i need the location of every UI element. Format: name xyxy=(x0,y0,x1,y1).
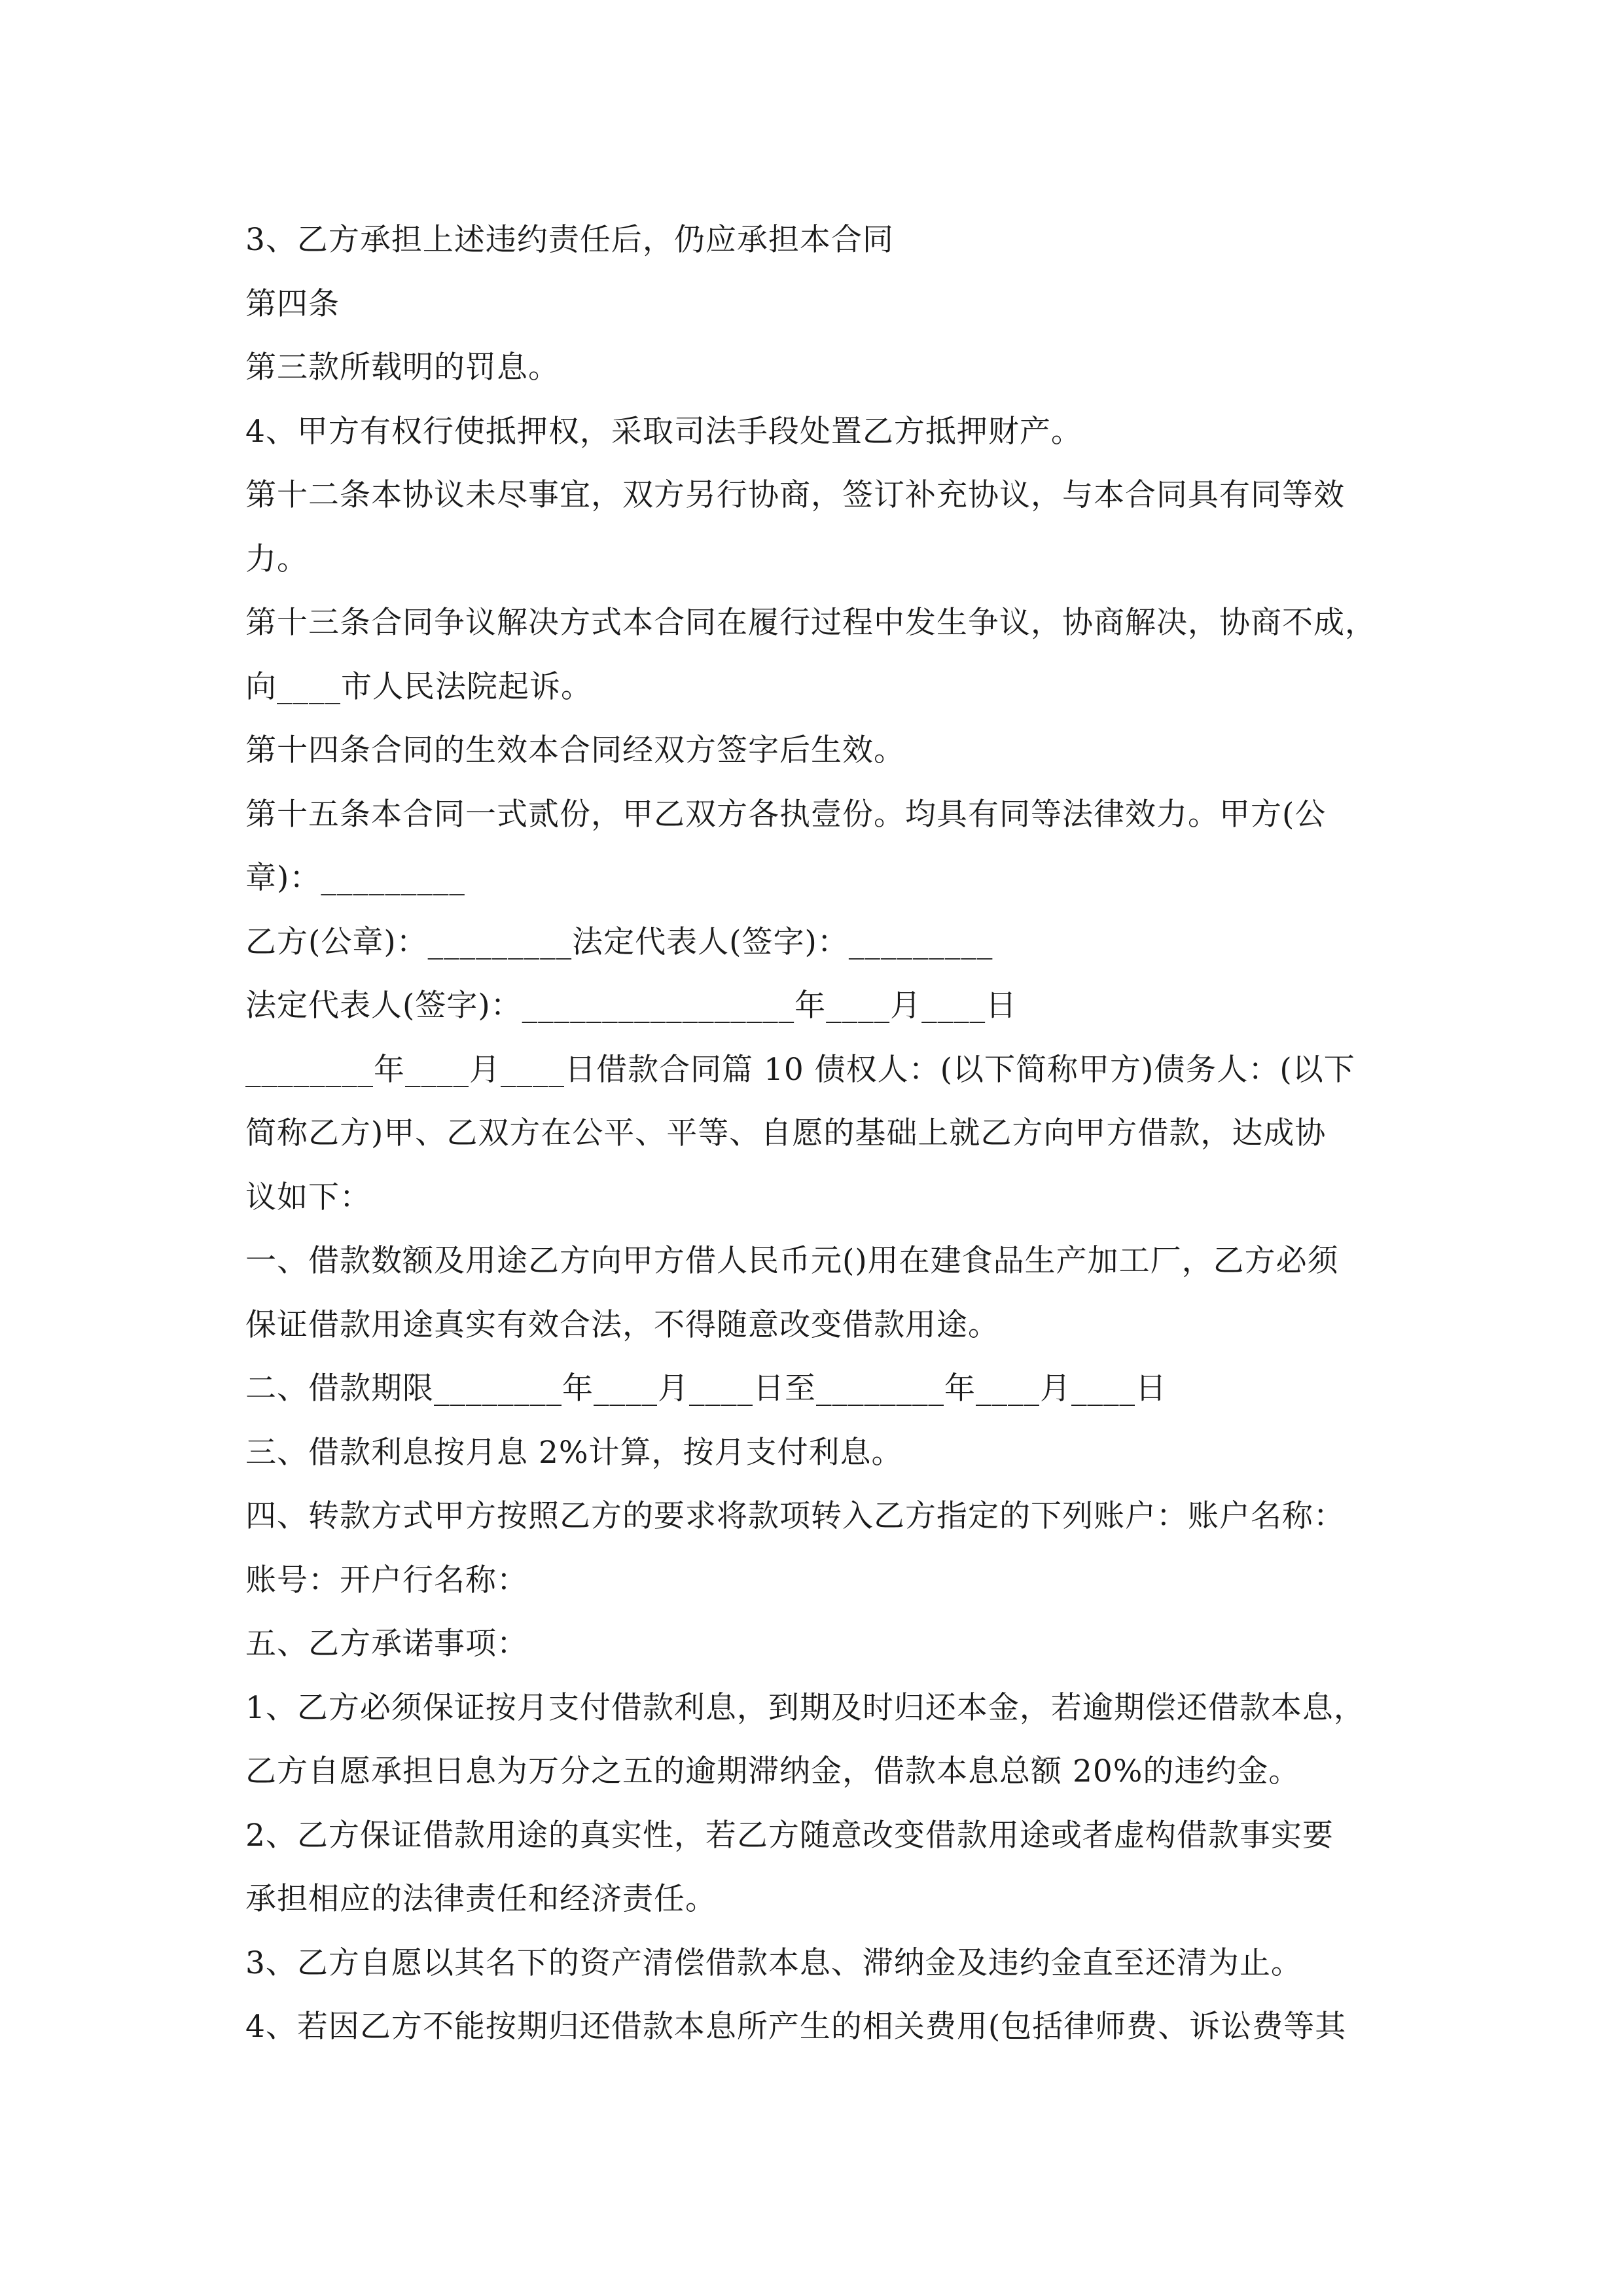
text-line: 二、借款期限________年____月____日至________年____月____日 xyxy=(245,1371,1167,1407)
text-line: 第十四条合同的生效本合同经双方签字后生效。 xyxy=(245,732,905,768)
text-line: 三、借款利息按月息 2%计算，按月支付利息。 xyxy=(245,1434,903,1471)
text-line: 简称乙方)甲、乙双方在公平、平等、自愿的基础上就乙方向甲方借款，达成协 xyxy=(245,1115,1327,1151)
text-line: 一、借款数额及用途乙方向甲方借人民币元()用在建食品生产加工厂，乙方必须 xyxy=(245,1243,1339,1279)
text-line: 四、转款方式甲方按照乙方的要求将款项转入乙方指定的下列账户：账户名称： xyxy=(245,1498,1345,1534)
text-line: 3、乙方自愿以其名下的资产清偿借款本息、滞纳金及违约金直至还清为止。 xyxy=(245,1945,1302,1981)
text-line: 1、乙方必须保证按月支付借款利息，到期及时归还本金，若逾期偿还借款本息， xyxy=(245,1689,1365,1726)
text-line: 第十三条合同争议解决方式本合同在履行过程中发生争议，协商解决，协商不成， xyxy=(245,605,1376,641)
text-line: 第三款所载明的罚息。 xyxy=(245,350,560,386)
text-line: 向____市人民法院起诉。 xyxy=(245,668,592,705)
text-line: 章)：_________ xyxy=(245,860,465,896)
text-line: 力。 xyxy=(245,541,308,577)
text-line: 第十二条本协议未尽事宜，双方另行协商，签订补充协议，与本合同具有同等效 xyxy=(245,477,1345,513)
text-line: 乙方(公章)：_________法定代表人(签字)：_________ xyxy=(245,924,993,960)
text-line: 3、乙方承担上述违约责任后，仍应承担本合同 xyxy=(245,222,894,258)
text-line: 2、乙方保证借款用途的真实性，若乙方随意改变借款用途或者虚构借款事实要 xyxy=(245,1817,1334,1854)
text-line: 乙方自愿承担日息为万分之五的逾期滞纳金，借款本息总额 20%的违约金。 xyxy=(245,1753,1300,1789)
text-line: 4、若因乙方不能按期归还借款本息所产生的相关费用(包括律师费、诉讼费等其 xyxy=(245,2009,1347,2045)
text-line: 账号：开户行名称： xyxy=(245,1562,528,1598)
text-line: 法定代表人(签字)：_________________年____月____日 xyxy=(245,988,1018,1024)
text-line: 第十五条本合同一式贰份，甲乙双方各执壹份。均具有同等法律效力。甲方(公 xyxy=(245,796,1327,833)
text-line: 议如下： xyxy=(245,1179,371,1215)
text-line: ________年____月____日借款合同篇 10 债权人：(以下简称甲方)债务人：(以下 xyxy=(245,1051,1355,1088)
text-line: 4、甲方有权行使抵押权，采取司法手段处置乙方抵押财产。 xyxy=(245,413,1082,450)
text-line: 第四条 xyxy=(245,285,340,322)
text-line: 保证借款用途真实有效合法，不得随意改变借款用途。 xyxy=(245,1306,999,1343)
text-line: 承担相应的法律责任和经济责任。 xyxy=(245,1881,717,1917)
text-line: 五、乙方承诺事项： xyxy=(245,1626,528,1662)
document-body xyxy=(245,208,1387,2059)
